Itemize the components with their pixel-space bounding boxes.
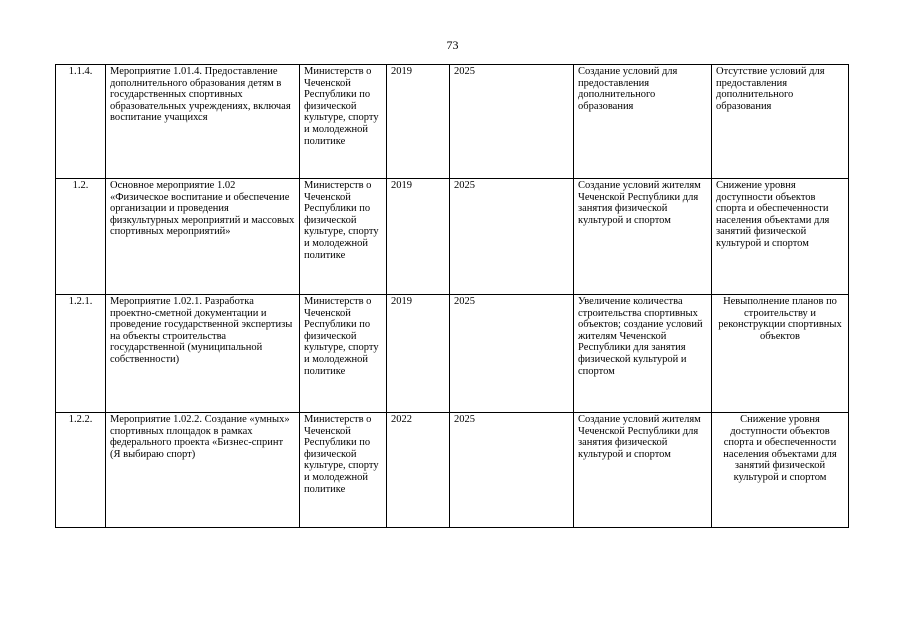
non-implementation-consequence: Невыполнение планов по строительству и реконструкции спортивных объектов: [712, 295, 849, 413]
start-year: 2022: [387, 413, 450, 528]
row-number: 1.2.: [56, 179, 106, 295]
executor: Министерств о Чеченской Республики по физической культуре, спорту и молодежной политике: [300, 295, 387, 413]
expected-result: Увеличение количества строительства спортивных объектов; создание условий жителям Чеченской Республики для занятия физической культурой и спортом: [574, 295, 712, 413]
non-implementation-consequence: Отсутствие условий для предоставления дополнительного образования: [712, 65, 849, 179]
table-row: [56, 413, 849, 528]
expected-result: Создание условий жителям Чеченской Республики для занятия физической культурой и спортом: [574, 413, 712, 528]
page-number: 73: [446, 38, 459, 52]
program-activities-table: [55, 64, 849, 528]
activity-name: Мероприятие 1.01.4. Предоставление дополнительного образования детям в государственных спортивных образовательных учреждениях, включая воспитание учащихся: [106, 65, 300, 179]
expected-result: Создание условий для предоставления дополнительного образования: [574, 65, 712, 179]
executor: Министерств о Чеченской Республики по физической культуре, спорту и молодежной политике: [300, 65, 387, 179]
table-row: [56, 179, 849, 295]
non-implementation-consequence: Снижение уровня доступности объектов спорта и обеспеченности населения объектами для занятий физической культурой и спортом: [712, 179, 849, 295]
activity-name: Мероприятие 1.02.1. Разработка проектно-сметной документации и проведение государственной экспертизы на объекты строительства государственной (муниципальной собственности): [106, 295, 300, 413]
executor: Министерств о Чеченской Республики по физической культуре, спорту и молодежной политике: [300, 179, 387, 295]
non-implementation-consequence: Снижение уровня доступности объектов спорта и обеспеченности населения объектами для занятий физической культурой и спортом: [712, 413, 849, 528]
activity-name: Основное мероприятие 1.02 «Физическое воспитание и обеспечение организации и проведения физкультурных мероприятий и массовых спортивных мероприятий»: [106, 179, 300, 295]
row-number: 1.2.1.: [56, 295, 106, 413]
row-number: 1.2.2.: [56, 413, 106, 528]
start-year: 2019: [387, 179, 450, 295]
table-row: [56, 65, 849, 179]
row-number: 1.1.4.: [56, 65, 106, 179]
end-year: 2025: [450, 413, 574, 528]
expected-result: Создание условий жителям Чеченской Республики для занятия физической культурой и спортом: [574, 179, 712, 295]
executor: Министерств о Чеченской Республики по физической культуре, спорту и молодежной политике: [300, 413, 387, 528]
end-year: 2025: [450, 65, 574, 179]
table-row: [56, 295, 849, 413]
end-year: 2025: [450, 179, 574, 295]
start-year: 2019: [387, 295, 450, 413]
start-year: 2019: [387, 65, 450, 179]
activity-name: Мероприятие 1.02.2. Создание «умных» спортивных площадок в рамках федерального проекта «Бизнес-спринт (Я выбираю спорт): [106, 413, 300, 528]
end-year: 2025: [450, 295, 574, 413]
